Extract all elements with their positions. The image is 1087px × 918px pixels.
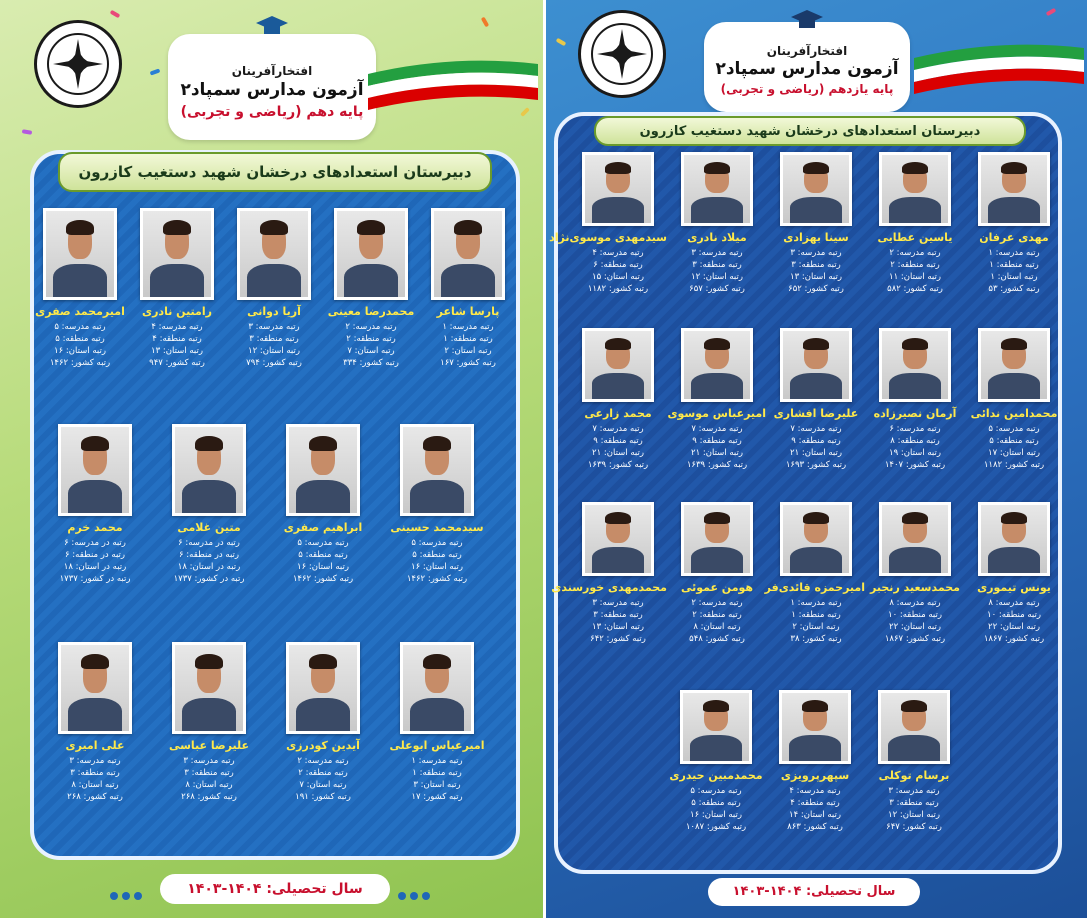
poster-grade-10 — [0, 0, 543, 918]
student-card — [866, 152, 964, 295]
academic-year: ۱۴۰۴-۱۴۰۳ — [732, 884, 802, 899]
rank-line: رتبه کشور: ۶۵۲ — [788, 284, 844, 294]
student-name: آیدین کودرزی — [286, 739, 360, 752]
student-photo — [680, 690, 752, 764]
student-ranks — [965, 597, 1063, 645]
rank-line: رتبه مدرسه: ۴ — [592, 248, 644, 258]
student-card — [273, 642, 373, 803]
rank-line: رتبه مدرسه: ۳ — [183, 756, 235, 766]
header-card — [704, 22, 910, 112]
student-card — [965, 502, 1063, 645]
rank-line: رتبه کشور: ۵۸۲ — [887, 284, 943, 294]
student-photo — [58, 424, 132, 516]
student-name: امیرعباس ابوعلی — [389, 739, 485, 752]
student-ranks — [387, 537, 487, 585]
student-card — [30, 208, 130, 369]
rank-line: رتبه کشور: ۹۴۷ — [149, 358, 205, 368]
rank-line: رتبه در کشور: ۱۷۳۷ — [59, 574, 131, 584]
rank-line: رتبه کشور: ۱۴۶۲ — [406, 574, 468, 584]
rank-line: رتبه منطقه: ۵ — [989, 436, 1039, 446]
rank-line: رتبه منطقه: ۵ — [691, 798, 741, 808]
confetti — [481, 17, 489, 28]
student-name: محمد خرم — [67, 521, 123, 534]
student-photo — [43, 208, 117, 300]
student-photo — [879, 502, 951, 576]
rank-line: رتبه منطقه: ۳ — [593, 610, 643, 620]
rank-line: رتبه کشور: ۱۴۰۷ — [884, 460, 946, 470]
rank-line: رتبه منطقه: ۳ — [889, 798, 939, 808]
student-name: آریا دوانی — [247, 305, 301, 318]
academic-year: ۱۴۰۴-۱۴۰۳ — [187, 881, 262, 897]
confetti — [556, 38, 567, 46]
rank-line: رتبه در منطقه: ۶ — [65, 550, 125, 560]
student-name: هومن عموئی — [680, 581, 754, 594]
student-name: پارسا شاعر — [436, 305, 500, 318]
student-card — [224, 208, 324, 369]
student-photo — [334, 208, 408, 300]
rank-line: رتبه منطقه: ۳ — [70, 768, 120, 778]
academic-year-label: سال تحصیلی: — [266, 881, 363, 897]
rank-line: رتبه در استان: ۱۸ — [63, 562, 127, 572]
rank-line: رتبه کشور: ۶۴۷ — [886, 822, 942, 832]
header-line1: افتخارآفرینان — [766, 44, 848, 58]
rank-line: رتبه استان: ۱۷ — [988, 448, 1040, 458]
student-ranks — [965, 247, 1063, 295]
student-photo — [780, 328, 852, 402]
student-card — [127, 208, 227, 369]
rank-line: رتبه مدرسه: ۵ — [988, 424, 1040, 434]
rank-line: رتبه مدرسه: ۴ — [151, 322, 203, 332]
rank-line: رتبه کشور: ۱۹۱ — [295, 792, 351, 802]
rank-line: رتبه استان: ۱۶ — [54, 346, 106, 356]
header-exam-title: آزمون مدارس سمپاد۲ — [180, 80, 364, 100]
rank-line: رتبه منطقه: ۸ — [890, 436, 940, 446]
student-card — [667, 690, 765, 833]
student-card — [766, 690, 864, 833]
student-ranks — [273, 755, 373, 803]
rank-line: رتبه مدرسه: ۵ — [411, 538, 463, 548]
student-card — [159, 642, 259, 803]
academic-year-footer — [160, 874, 390, 904]
student-ranks — [865, 785, 963, 833]
rank-line: رتبه منطقه: ۴ — [152, 334, 202, 344]
student-card — [965, 152, 1063, 295]
rank-line: رتبه کشور: ۱۸۶۷ — [983, 634, 1045, 644]
poster-grade-11 — [546, 0, 1087, 918]
student-card — [866, 502, 964, 645]
iran-flag-icon — [368, 54, 538, 114]
rank-line: رتبه استان: ۱۳ — [151, 346, 203, 356]
student-card — [866, 328, 964, 471]
student-ranks — [159, 755, 259, 803]
header-card — [168, 34, 376, 140]
rank-line: رتبه کشور: ۱۴۶۲ — [292, 574, 354, 584]
rank-line: رتبه مدرسه: ۱ — [988, 248, 1040, 258]
student-photo — [400, 642, 474, 734]
rank-line: رتبه کشور: ۱۶۳۹ — [686, 460, 748, 470]
rank-line: رتبه منطقه: ۲ — [692, 610, 742, 620]
student-name: آرمان نصیرزاده — [873, 407, 957, 420]
rank-line: رتبه منطقه: ۲ — [298, 768, 348, 778]
student-card — [551, 502, 667, 645]
rank-line: رتبه کشور: ۱۴۶۲ — [49, 358, 111, 368]
rank-line: رتبه کشور: ۱۶۷ — [440, 358, 496, 368]
student-ranks — [569, 597, 667, 645]
student-ranks — [45, 755, 145, 803]
student-ranks — [668, 423, 766, 471]
rank-line: رتبه منطقه: ۳ — [249, 334, 299, 344]
student-photo — [878, 690, 950, 764]
student-ranks — [766, 785, 864, 833]
student-photo — [978, 152, 1050, 226]
rank-line: رتبه مدرسه: ۸ — [889, 598, 941, 608]
rank-line: رتبه کشور: ۱۱۸۲ — [983, 460, 1045, 470]
student-name: ابراهیم صفری — [283, 521, 363, 534]
student-ranks — [569, 423, 667, 471]
rank-line: رتبه مدرسه: ۶ — [889, 424, 941, 434]
rank-line: رتبه کشور: ۸۶۳ — [787, 822, 843, 832]
rank-line: رتبه کشور: ۲۶۸ — [181, 792, 237, 802]
rank-line: رتبه منطقه: ۳ — [184, 768, 234, 778]
graduation-cap-icon — [789, 8, 825, 32]
rank-line: رتبه استان: ۱۳ — [790, 272, 842, 282]
rank-line: رتبه کشور: ۱۰۸۷ — [685, 822, 747, 832]
student-name: میلاد نادری — [687, 231, 747, 244]
rank-line: رتبه مدرسه: ۲ — [889, 248, 941, 258]
student-ranks — [418, 321, 518, 369]
rank-line: رتبه استان: ۷ — [299, 780, 347, 790]
student-ranks — [45, 537, 145, 585]
rank-line: رتبه مدرسه: ۳ — [592, 598, 644, 608]
student-name: مهدی عرفان — [979, 231, 1049, 244]
rank-line: رتبه منطقه: ۱ — [791, 610, 841, 620]
confetti — [1046, 8, 1057, 16]
rank-line: رتبه منطقه: ۲ — [890, 260, 940, 270]
confetti — [22, 129, 33, 135]
rank-line: رتبه مدرسه: ۳ — [888, 786, 940, 796]
student-ranks — [387, 755, 487, 803]
rank-line: رتبه مدرسه: ۳ — [790, 248, 842, 258]
student-photo — [978, 328, 1050, 402]
student-name: علی امیری — [65, 739, 125, 752]
student-photo — [681, 328, 753, 402]
header-line1: افتخارآفرینان — [231, 64, 313, 78]
student-photo — [879, 328, 951, 402]
student-ranks — [569, 247, 667, 295]
student-name: محمدمبین حیدری — [669, 769, 763, 782]
student-ranks — [866, 247, 964, 295]
student-photo — [172, 642, 246, 734]
school-logo — [34, 20, 122, 108]
rank-line: رتبه مدرسه: ۵ — [297, 538, 349, 548]
rank-line: رتبه در منطقه: ۶ — [179, 550, 239, 560]
student-name: علیرضا عباسی — [168, 739, 249, 752]
student-photo — [237, 208, 311, 300]
rank-line: رتبه منطقه: ۱۰ — [888, 610, 942, 620]
student-photo — [431, 208, 505, 300]
student-card — [865, 690, 963, 833]
student-photo — [779, 690, 851, 764]
rank-line: رتبه استان: ۱۵ — [592, 272, 644, 282]
student-photo — [582, 502, 654, 576]
rank-line: رتبه کشور: ۵۳ — [988, 284, 1040, 294]
student-ranks — [668, 597, 766, 645]
rank-line: رتبه منطقه: ۱ — [443, 334, 493, 344]
rank-line: رتبه منطقه: ۲ — [346, 334, 396, 344]
student-card — [273, 424, 373, 585]
student-ranks — [668, 247, 766, 295]
student-ranks — [866, 597, 964, 645]
student-ranks — [767, 247, 865, 295]
rank-line: رتبه کشور: ۷۹۴ — [246, 358, 302, 368]
student-name: سپهرپرویزی — [780, 769, 850, 782]
rank-line: رتبه مدرسه: ۱ — [442, 322, 494, 332]
rank-line: رتبه استان: ۲۱ — [592, 448, 644, 458]
student-photo — [879, 152, 951, 226]
student-photo — [286, 424, 360, 516]
rank-line: رتبه منطقه: ۹ — [692, 436, 742, 446]
rank-line: رتبه کشور: ۶۴۲ — [590, 634, 646, 644]
rank-line: رتبه استان: ۳ — [413, 780, 461, 790]
header-exam-title: آزمون مدارس سمپاد۲ — [715, 59, 899, 79]
student-card — [767, 328, 865, 471]
student-name: امیرمحمد صفری — [35, 305, 125, 318]
rank-line: رتبه کشور: ۵۴۸ — [689, 634, 745, 644]
student-card — [387, 424, 487, 585]
rank-line: رتبه استان: ۱۲ — [248, 346, 300, 356]
rank-line: رتبه استان: ۱۲ — [691, 272, 743, 282]
student-card — [418, 208, 518, 369]
rank-line: رتبه کشور: ۱۱۸۲ — [587, 284, 649, 294]
rank-line: رتبه در استان: ۱۸ — [177, 562, 241, 572]
student-card — [668, 502, 766, 645]
rank-line: رتبه استان: ۱۲ — [888, 810, 940, 820]
student-ranks — [767, 597, 865, 645]
rank-line: رتبه استان: ۸ — [693, 622, 741, 632]
rank-line: رتبه منطقه: ۹ — [593, 436, 643, 446]
student-ranks — [866, 423, 964, 471]
rank-line: رتبه کشور: ۱۸۶۷ — [884, 634, 946, 644]
student-card — [45, 642, 145, 803]
student-card — [45, 424, 145, 585]
iran-flag-icon — [914, 38, 1084, 98]
rank-line: رتبه استان: ۱۶ — [690, 810, 742, 820]
student-photo — [582, 328, 654, 402]
rank-line: رتبه منطقه: ۵ — [412, 550, 462, 560]
student-ranks — [965, 423, 1063, 471]
student-photo — [172, 424, 246, 516]
rank-line: رتبه کشور: ۶۵۷ — [689, 284, 745, 294]
student-ranks — [767, 423, 865, 471]
student-card — [668, 152, 766, 295]
rank-line: رتبه مدرسه: ۳ — [691, 248, 743, 258]
student-name: امیرعباس موسوی — [667, 407, 766, 420]
rank-line: رتبه مدرسه: ۷ — [592, 424, 644, 434]
student-ranks — [127, 321, 227, 369]
student-card — [767, 152, 865, 295]
student-card — [159, 424, 259, 585]
rank-line: رتبه منطقه: ۶ — [593, 260, 643, 270]
student-name: امیرحمزه قائدی‌فر — [764, 581, 865, 594]
rank-line: رتبه استان: ۸ — [185, 780, 233, 790]
footer-dots — [396, 885, 432, 904]
student-photo — [780, 502, 852, 576]
student-card — [549, 152, 667, 295]
student-name: برسام توکلی — [878, 769, 950, 782]
student-photo — [681, 152, 753, 226]
student-card — [668, 328, 766, 471]
school-name-banner: دبیرستان استعدادهای درخشان شهید دستغیب کازرون — [594, 116, 1026, 146]
student-name: علیرضا افشاری — [773, 407, 859, 420]
student-name: محمدسعید رنجبر — [870, 581, 960, 594]
student-name: یاسین عطایی — [877, 231, 953, 244]
confetti — [110, 10, 121, 18]
rank-line: رتبه استان: ۲۲ — [988, 622, 1040, 632]
rank-line: رتبه مدرسه: ۱ — [790, 598, 842, 608]
student-name: سیدمحمد حسینی — [390, 521, 484, 534]
student-photo — [58, 642, 132, 734]
rank-line: رتبه کشور: ۱۷ — [411, 792, 463, 802]
header-grade: پایه دهم (ریاضی و تجربی) — [180, 104, 364, 120]
graduation-cap-icon — [254, 14, 290, 38]
rank-line: رتبه منطقه: ۴ — [790, 798, 840, 808]
rank-line: رتبه مدرسه: ۷ — [691, 424, 743, 434]
rank-line: رتبه استان: ۱۶ — [297, 562, 349, 572]
student-name: رامتین نادری — [142, 305, 212, 318]
student-ranks — [321, 321, 421, 369]
rank-line: رتبه استان: ۱۹ — [889, 448, 941, 458]
rank-line: رتبه منطقه: ۳ — [791, 260, 841, 270]
student-name: محمدمهدی خورسندی — [551, 581, 667, 594]
student-name: محمد زارعی — [584, 407, 652, 420]
rank-line: رتبه استان: ۲۱ — [790, 448, 842, 458]
rank-line: رتبه استان: ۱۴ — [789, 810, 841, 820]
rank-line: رتبه استان: ۱۱ — [889, 272, 941, 282]
rank-line: رتبه استان: ۱۶ — [411, 562, 463, 572]
student-card — [387, 642, 487, 803]
student-name: سیدمهدی موسوی‌نژاد — [549, 231, 667, 244]
rank-line: رتبه منطقه: ۵ — [55, 334, 105, 344]
academic-year-label: سال تحصیلی: — [805, 884, 896, 899]
rank-line: رتبه مدرسه: ۳ — [69, 756, 121, 766]
rank-line: رتبه مدرسه: ۴ — [789, 786, 841, 796]
rank-line: رتبه مدرسه: ۲ — [297, 756, 349, 766]
student-card — [321, 208, 421, 369]
school-name-banner: دبیرستان استعدادهای درخشان شهید دستغیب کازرون — [58, 152, 492, 192]
student-card — [965, 328, 1063, 471]
rank-line: رتبه کشور: ۱۶۹۳ — [785, 460, 847, 470]
rank-line: رتبه منطقه: ۱ — [412, 768, 462, 778]
rank-line: رتبه مدرسه: ۱ — [411, 756, 463, 766]
student-name: محمدرضا معینی — [327, 305, 415, 318]
rank-line: رتبه مدرسه: ۸ — [988, 598, 1040, 608]
footer-dots — [108, 885, 144, 904]
rank-line: رتبه منطقه: ۱۰ — [987, 610, 1041, 620]
rank-line: رتبه در مدرسه: ۶ — [178, 538, 240, 548]
rank-line: رتبه منطقه: ۹ — [791, 436, 841, 446]
student-ranks — [224, 321, 324, 369]
student-photo — [400, 424, 474, 516]
rank-line: رتبه کشور: ۳۳۴ — [343, 358, 399, 368]
rank-line: رتبه استان: ۲۲ — [889, 622, 941, 632]
student-name: سینا بهزادی — [783, 231, 849, 244]
rank-line: رتبه استان: ۷ — [347, 346, 395, 356]
rank-line: رتبه کشور: ۱۶۳۹ — [587, 460, 649, 470]
student-photo — [681, 502, 753, 576]
rank-line: رتبه کشور: ۲۶۸ — [67, 792, 123, 802]
rank-line: رتبه استان: ۱۳ — [592, 622, 644, 632]
school-logo — [578, 10, 666, 98]
academic-year-footer — [708, 878, 920, 906]
rank-line: رتبه مدرسه: ۷ — [790, 424, 842, 434]
header-grade: پایه یازدهم (ریاضی و تجربی) — [720, 82, 894, 96]
rank-line: رتبه در کشور: ۱۷۳۷ — [173, 574, 245, 584]
rank-line: رتبه کشور: ۳۸ — [790, 634, 842, 644]
rank-line: رتبه استان: ۲ — [444, 346, 492, 356]
rank-line: رتبه مدرسه: ۵ — [54, 322, 106, 332]
student-ranks — [159, 537, 259, 585]
student-photo — [140, 208, 214, 300]
rank-line: رتبه مدرسه: ۵ — [690, 786, 742, 796]
student-name: یونس تیموری — [977, 581, 1051, 594]
rank-line: رتبه استان: ۲ — [792, 622, 840, 632]
rank-line: رتبه استان: ۲۱ — [691, 448, 743, 458]
student-card — [569, 328, 667, 471]
student-photo — [286, 642, 360, 734]
student-name: متین غلامی — [177, 521, 241, 534]
rank-line: رتبه مدرسه: ۳ — [248, 322, 300, 332]
rank-line: رتبه منطقه: ۳ — [692, 260, 742, 270]
student-ranks — [273, 537, 373, 585]
rank-line: رتبه استان: ۸ — [71, 780, 119, 790]
student-photo — [780, 152, 852, 226]
student-name: محمدامین ندائی — [970, 407, 1058, 420]
student-card — [764, 502, 865, 645]
rank-line: رتبه در مدرسه: ۶ — [64, 538, 126, 548]
rank-line: رتبه استان: ۱ — [990, 272, 1038, 282]
student-photo — [978, 502, 1050, 576]
student-photo — [582, 152, 654, 226]
rank-line: رتبه منطقه: ۱ — [989, 260, 1039, 270]
student-ranks — [667, 785, 765, 833]
rank-line: رتبه منطقه: ۵ — [298, 550, 348, 560]
confetti — [150, 68, 161, 75]
student-ranks — [30, 321, 130, 369]
rank-line: رتبه مدرسه: ۲ — [345, 322, 397, 332]
rank-line: رتبه مدرسه: ۲ — [691, 598, 743, 608]
